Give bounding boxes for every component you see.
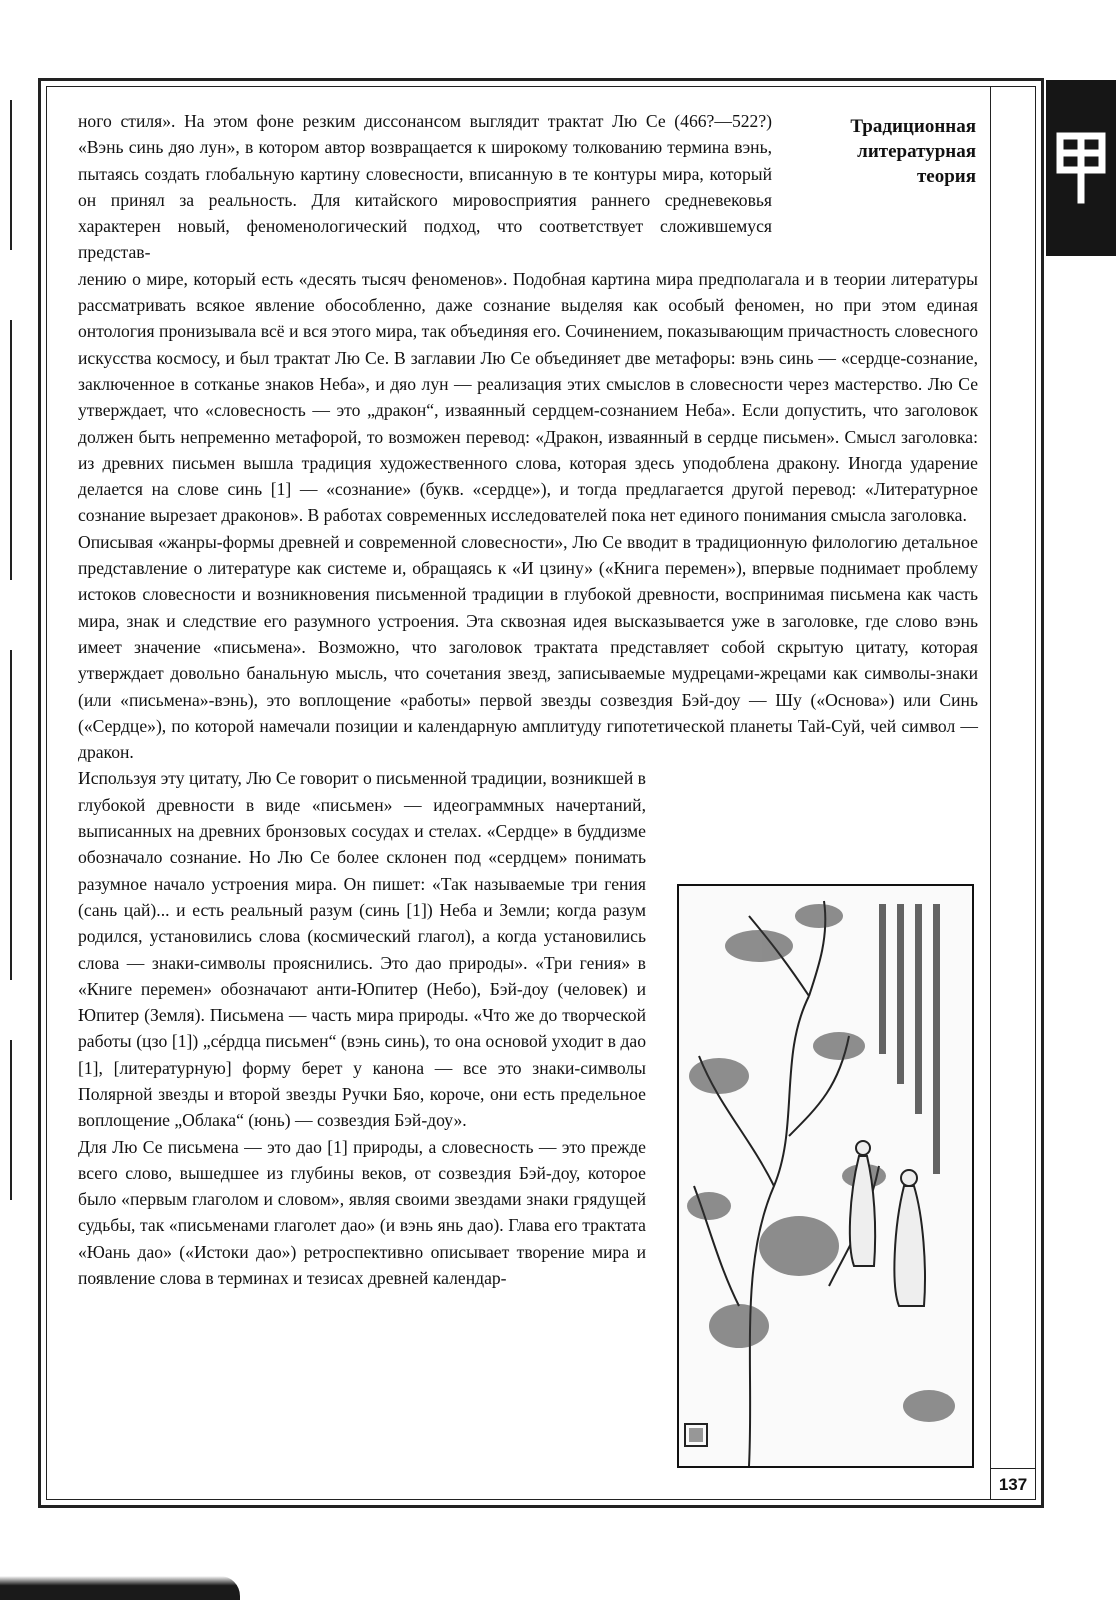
scan-margin-mark: [10, 320, 12, 580]
chapter-side-tab: [1046, 80, 1116, 256]
paragraph: [78, 765, 646, 1133]
margin-column-rule: [990, 86, 991, 1500]
landscape-ink-painting: [677, 884, 974, 1468]
paragraph: ного стиля». На этом фоне резким диссонансом выглядит трактат Лю Се (466?—522?) «Вэнь синь дяо лун», в котором автор возвращается к широкому толкованию термина вэнь, пытаясь создать глобальную картину словесности, вписанную в те контуры мира, который он принял за реальность. Для китайского мировосприятия раннего средневековья характерен новый, феноменологический подход, что соответствует сложившемуся представ-: [78, 111, 772, 263]
chapter-glyph-icon: [1054, 128, 1108, 206]
page-number: 137: [990, 1468, 1036, 1500]
paragraph: Описывая «жанры-формы древней и современной словесности», Лю Се вводит в традиционную филологию детальное представление о литературе как системе и, обращаясь к «И цзину» («Книга перемен»), впервые поднимает проблему истоков словесности и возникновения письменной традиции в глубокой древности, воспринимая письмена как часть мира, знак и следствие его разумного устроения. Эта сквозная идея высказывается уже в заголовке, где слово вэнь имеет значение «письмена». Возможно, что заголовок трактата представляет собой скрытую цитату, которая утверждает довольно банальную мысль, что сочетания звезд, записываемые мудрецами-жрецами как символы-знаки (или «письмена»-вэнь), это воплощение «работы» первой звезды созвездия Бэй-доу — Шу («Основа») или Синь («Сердце»), по которой намечали позиции и календарную амплитуду гипотетической планеты Тай-Суй, чей символ — дракон.: [78, 531, 978, 763]
landscape-ink-painting-icon: [679, 886, 972, 1466]
paragraph-continuation: возникшей в глубокой древности в виде «письмен» — идеограммных начертаний, выписанных на древних бронзовых сосудах и стелах. «Сердце» в буддизме обозначало сознание. Но Лю Се более склонен под «сердцем» понимать разумное начало устроения мира. Он пишет: «Так называемые три гения (сань цай)... и есть реальный разум (синь [1]) Неба и Земли; когда разум родился, установились слова (космический глагол), а когда установились слова — знаки-символы прояснились. Это дао природы». «Три гения» в «Книге перемен» обозначают анти-Юпитер (Небо), Бэй-доу (человек) и Юпитер (Земля). Письмена — часть мира природы. «Что же до творческой работы (цзо [1]) „сéрдца письмен“ (вэнь синь), то она основой уходит в дао [1], [литературную] форму берет у канона — все это знаки-символы Полярной звезды и второй звезды Ручки Бяо, короче, они есть предельное воплощение „Облака“ (юнь) — созвездия Бэй-доу».: [78, 768, 646, 1131]
paragraph: лению о мире, который есть «десять тысяч феноменов». Подобная картина мира предполагала и в теории литературы рассматривать всякое явление обособленно, даже сознание выделяя как особый феномен, но при этом единая онтология пронизывала всё и вся этого мира, так объединяя его. Сочинением, показывающим причастность словесного искусства космосу, и был трактат Лю Се. В заглавии Лю Се объединяет две метафоры: вэнь синь — «сердце-сознание, заключенное в сотканье знаков Неба», и дяо лун — реализация этих смыслов в словесности через мастерство. Лю Се утверждает, что «словесность — это „дракон“, изваянный сердцем-сознанием Неба». Если допустить, что заголовок должен быть непременно метафорой, то возможен перевод: «Дракон, изваянный в сердце письмен». Смысл заголовка: из древних письмен вышла традиция художественного слова, которая здесь уподоблена дракону. Иногда ударение делается на слове синь [1] — «сознание» (букв. «сердце»), и тогда предлагается другой перевод: «Литературное сознание вырезает драконов». В работах современных исследователей пока нет единого понимания смысла заголовка.: [78, 268, 978, 526]
section-title-line: литературная: [857, 141, 976, 162]
scan-margin-mark: [10, 100, 12, 250]
scan-margin-mark: [10, 650, 12, 980]
scan-margin-mark: [10, 1040, 12, 1200]
section-title-line: теория: [916, 166, 976, 187]
paragraph-first-line: Используя эту цитату, Лю Се говорит о письменной традиции,: [78, 768, 547, 789]
paragraph: Для Лю Се письмена — это дао [1] природы, а словесность — это прежде всего слово, вышедшее из глубины веков, от созвездия Бэй-доу, которое было «первым глаголом и словом», являя своими звездами знаки грядущей судьбы, так «письменами глаголет дао» (и вэнь янь дао). Глава его трактата «Юань дао» («Истоки дао») ретроспективно описывает творение мира и появление слова в терминах и тезисах древней календар-: [78, 1136, 646, 1289]
scan-bottom-smear: [0, 1576, 240, 1600]
section-title-line: Традиционная: [850, 116, 976, 137]
